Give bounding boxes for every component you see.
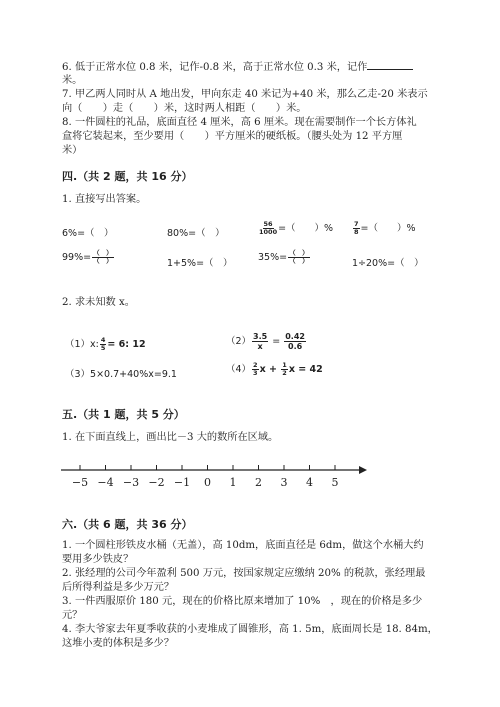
fraction: $\frac{1}{2}$	[282, 361, 287, 377]
problem-2-cont: 后所得利益是多少万元？	[62, 582, 175, 593]
question-8-cont: 盒将它装起来，至少要用（ ）平方厘米的硬纸板。（腰头处为 12 平方厘	[62, 131, 403, 142]
section-5-question-1: 1. 在下面直线上，画出比－3 大的数所在区域。	[62, 432, 279, 443]
problem-3: 3. 一件西服原价 180 元，现在的价格比原来增加了 10% ，现在的价格是多少	[62, 596, 423, 607]
question-6: 6. 低于正常水位 0.8 米，记作-0.8 米，高于正常水位 0.3 米，记作	[62, 60, 413, 74]
calc-1-plus-5-percent: 1+5%=（ ）	[167, 258, 233, 269]
question-7: 7. 甲乙两人同时从 A 地出发，甲向东走 40 米记为+40 米，那么乙走-20 米表示	[62, 89, 428, 100]
question-7-cont: 向（ ）走（ ）米，这时两人相距（ ）米。	[62, 103, 307, 114]
number-line[interactable]	[55, 455, 375, 495]
section-4-heading: 四.（共 2 题，共 16 分）	[62, 170, 193, 183]
calc-80-percent: 80%=（ ）	[167, 228, 225, 239]
problem-4-cont: 这堆小麦的体积是多少？	[62, 638, 175, 649]
section-4-question-1: 1. 直接写出答案。	[62, 194, 147, 205]
calc-1-div-20-percent: 1÷20%=（ ）	[352, 258, 424, 269]
problem-1: 1. 一个圆柱形铁皮水桶（无盖），高 10dm，底面直径是 6dm，做这个水桶大约	[62, 540, 424, 551]
fraction: $\frac{2}{3}$	[253, 361, 258, 377]
calc-6-percent: 6%=（ ）	[62, 228, 114, 239]
number-line-label: 5	[331, 476, 339, 489]
problem-1-cont: 要用多少铁皮？	[62, 554, 134, 565]
equation-4: （4） $\frac{2}{3}$ x + $\frac{1}{2}$ x = 42	[226, 361, 323, 377]
section-5-heading: 五.（共 1 题，共 5 分）	[62, 408, 185, 421]
fraction: $\frac{7}{8}$	[354, 220, 359, 236]
number-line-label: −3	[122, 476, 140, 489]
answer-blank[interactable]	[367, 60, 413, 70]
question-6-end: 米。	[62, 75, 83, 86]
number-line-label: 4	[306, 476, 313, 489]
problem-2: 2. 张经理的公司今年盈利 500 万元，按国家规定应缴纳 20% 的税款，张经理最	[62, 568, 426, 579]
fraction: $\frac{56}{1000}$	[259, 220, 278, 236]
number-line-label: −5	[71, 476, 89, 489]
equation-1: （1）x: $\frac{4}{5}$ = 6: 12	[65, 336, 146, 352]
fraction: $\frac{3.5}{x}$	[253, 332, 268, 351]
number-line-label: −4	[97, 476, 114, 489]
calc-fraction-7-8: $\frac{7}{8}$ =（ ）%	[354, 220, 416, 236]
number-line-label: 3	[280, 476, 288, 489]
number-line-label: 2	[255, 476, 262, 489]
calc-99-percent: 99%= $\frac{( )}{( )}$	[62, 249, 113, 265]
problem-3-cont: 元？	[62, 610, 83, 621]
section-4-question-2: 2. 求未知数 x。	[62, 297, 135, 308]
number-line-label: 0	[204, 476, 211, 489]
fraction: $\frac{4}{5}$	[100, 336, 106, 352]
number-line-label: −2	[148, 476, 165, 489]
section-6-heading: 六.（共 6 题，共 36 分）	[62, 518, 193, 531]
question-8: 8. 一件圆柱的礼品，底面直径 4 厘米，高 6 厘米。现在需要制作一个长方体礼	[62, 117, 417, 128]
fraction: $\frac{0.42}{0.6}$	[285, 332, 305, 351]
question-8-end: 米）	[62, 145, 83, 156]
number-line-label: 1	[229, 476, 237, 489]
equation-2: （2） $\frac{3.5}{x}$ = $\frac{0.42}{0.6}$	[226, 332, 305, 351]
fraction: $\frac{( )}{( )}$	[93, 249, 113, 265]
problem-4: 4. 李大爷家去年夏季收获的小麦堆成了圆锥形，高 1. 5m，底面周长是 18. 84m，	[62, 624, 438, 635]
arrow-icon	[359, 466, 367, 474]
fraction: $\frac{( )}{( )}$	[289, 249, 309, 265]
equation-3: （3）5×0.7+40%x=9.1	[65, 369, 177, 380]
calc-fraction-56: $\frac{56}{1000}$ =（ ）%	[259, 220, 334, 236]
number-line-label: −1	[173, 476, 191, 489]
calc-35-percent: 35%= $\frac{( )}{( )}$	[258, 249, 309, 265]
